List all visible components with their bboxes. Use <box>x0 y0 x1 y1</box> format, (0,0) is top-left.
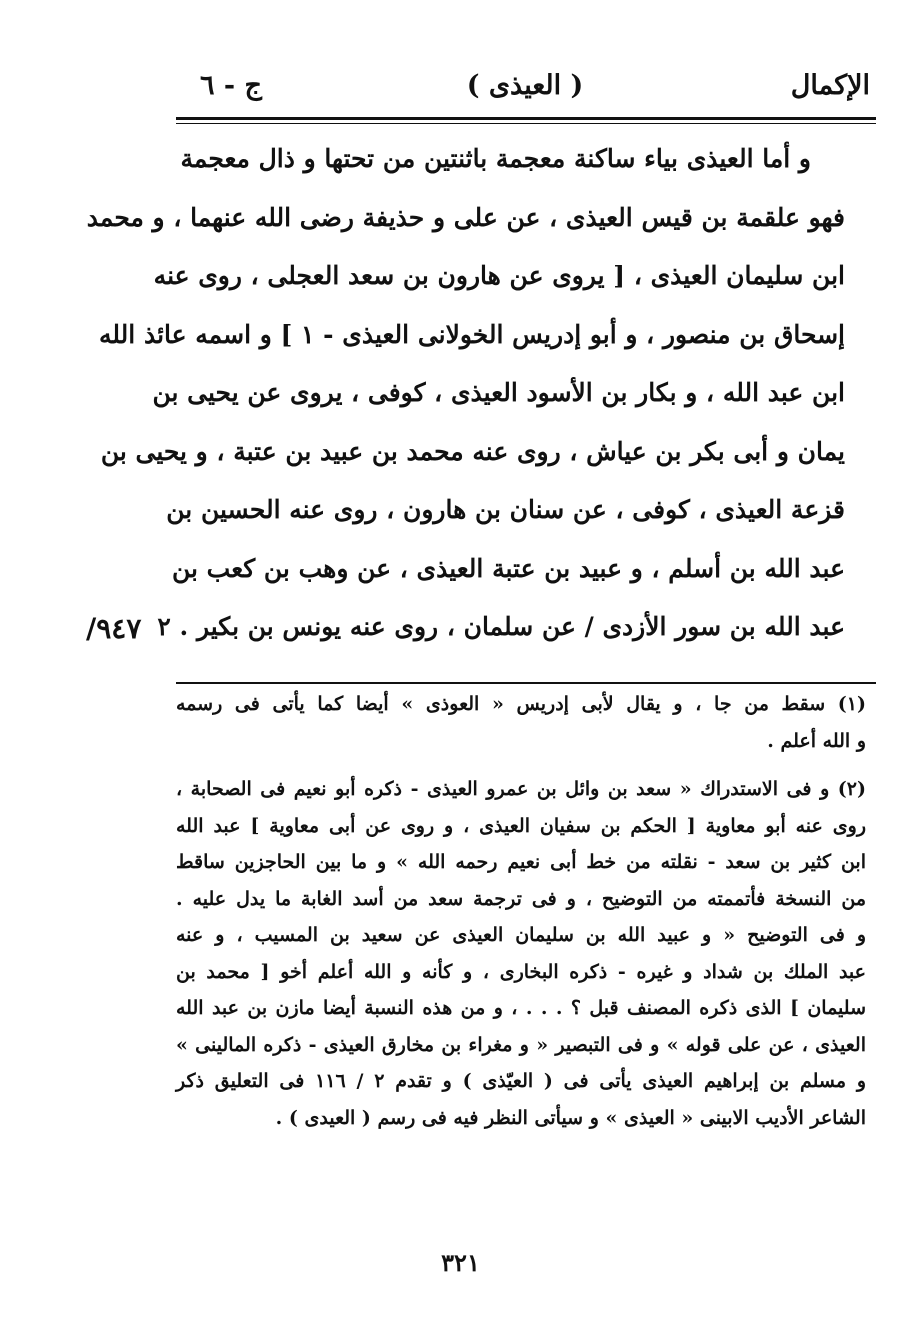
footnote-1 <box>176 686 866 759</box>
main-text-line: ابن عبد الله ، و بكار بن الأسود العيذى ، كوفى ، يروى عن يحيى بن <box>152 378 845 407</box>
page-number: ٣٢١ <box>441 1248 480 1277</box>
main-text-line: قزعة العيذى ، كوفى ، عن سنان بن هارون ، روى عنه الحسين بن <box>166 495 845 524</box>
footnote-line: و الله أعلم . <box>767 729 866 752</box>
main-text-line: ابن سليمان العيذى ، [ يروى عن هارون بن سعد العجلى ، روى عنه <box>153 261 845 290</box>
volume-label: ج - ٦ <box>200 70 262 101</box>
footnote-line: و فى التوضيح « و عبيد الله بن سليمان العيذى عن سعيد بن المسيب ، و عنه <box>176 924 866 946</box>
margin-folio-number: ٩٤٧/ <box>86 612 142 645</box>
footnote-line: ابن كثير بن سعد - نقلته من خط أبى نعيم رحمه الله » و ما بين الحاجزين ساقط <box>176 851 866 873</box>
header-rule-thick <box>176 117 876 120</box>
main-text-line: عبد الله بن سور الأزدى / عن سلمان ، روى عنه يونس بن بكير . ٢ <box>157 612 845 641</box>
footnote-2 <box>176 771 866 1136</box>
footnote-line: (٢) و فى الاستدراك « سعد بن وائل بن عمرو العيذى - ذكره أبو نعيم فى الصحابة ، <box>176 778 866 800</box>
footnote-line: الشاعر الأديب الابينى « العيذى » و سيأتى النظر فيه فى رسم ( العيدى ) . <box>275 1106 866 1129</box>
book-title: الإكمال <box>790 70 870 101</box>
footnote-line: عبد الملك بن شداد و غيره - ذكره البخارى ، و كأنه و الله أعلم أخو [ محمد بن <box>176 960 866 983</box>
section-title: ( العيذى ) <box>466 70 584 101</box>
footnote-line: و مسلم بن إبراهيم العيذى يأتى فى ( العيّذى ) و تقدم ٢ / ١١٦ فى التعليق ذكر <box>176 1070 866 1092</box>
main-text-line: و أما العيذى بياء ساكنة معجمة باثنتين من تحتها و ذال معجمة <box>180 144 811 173</box>
footnotes <box>176 686 866 1136</box>
footnote-line: العيذى ، عن على قوله » و فى التبصير « و مغراء بن مخارق العيذى - ذكره المالينى » <box>176 1033 866 1056</box>
footnote-line: سليمان ] الذى ذكره المصنف قبل ؟ . . . ، و من هذه النسبة أيضا مازن بن عبد الله <box>176 997 867 1019</box>
footnote-line: (١) سقط من جا ، و يقال لأبى إدريس « العوذى » أيضا كما يأتى فى رسمه <box>176 693 866 715</box>
running-header <box>180 66 870 110</box>
header-rule-thin <box>176 123 876 124</box>
footnote-separator <box>176 682 876 684</box>
main-text-line: عبد الله بن أسلم ، و عبيد بن عتبة العيذى ، عن وهب بن كعب بن <box>171 553 845 583</box>
main-text-line: فهو علقمة بن قيس العيذى ، عن على و حذيفة رضى الله عنهما ، و محمد <box>86 202 845 232</box>
main-text-line: يمان و أبى بكر بن عياش ، روى عنه محمد بن عبيد بن عتبة ، و يحيى بن <box>100 436 845 466</box>
footnote-line: من النسخة فأتممته من التوضيح ، و فى ترجمة سعد من أسد الغابة ما يدل عليه . <box>176 887 866 910</box>
main-text-line: إسحاق بن منصور ، و أبو إدريس الخولانى العيذى - ١ ] و اسمه عائذ الله <box>99 319 845 349</box>
footnote-line: روى عنه أبو معاوية [ الحكم بن سفيان العيذى ، و روى عن أبى معاوية ] عبد الله <box>176 814 866 837</box>
